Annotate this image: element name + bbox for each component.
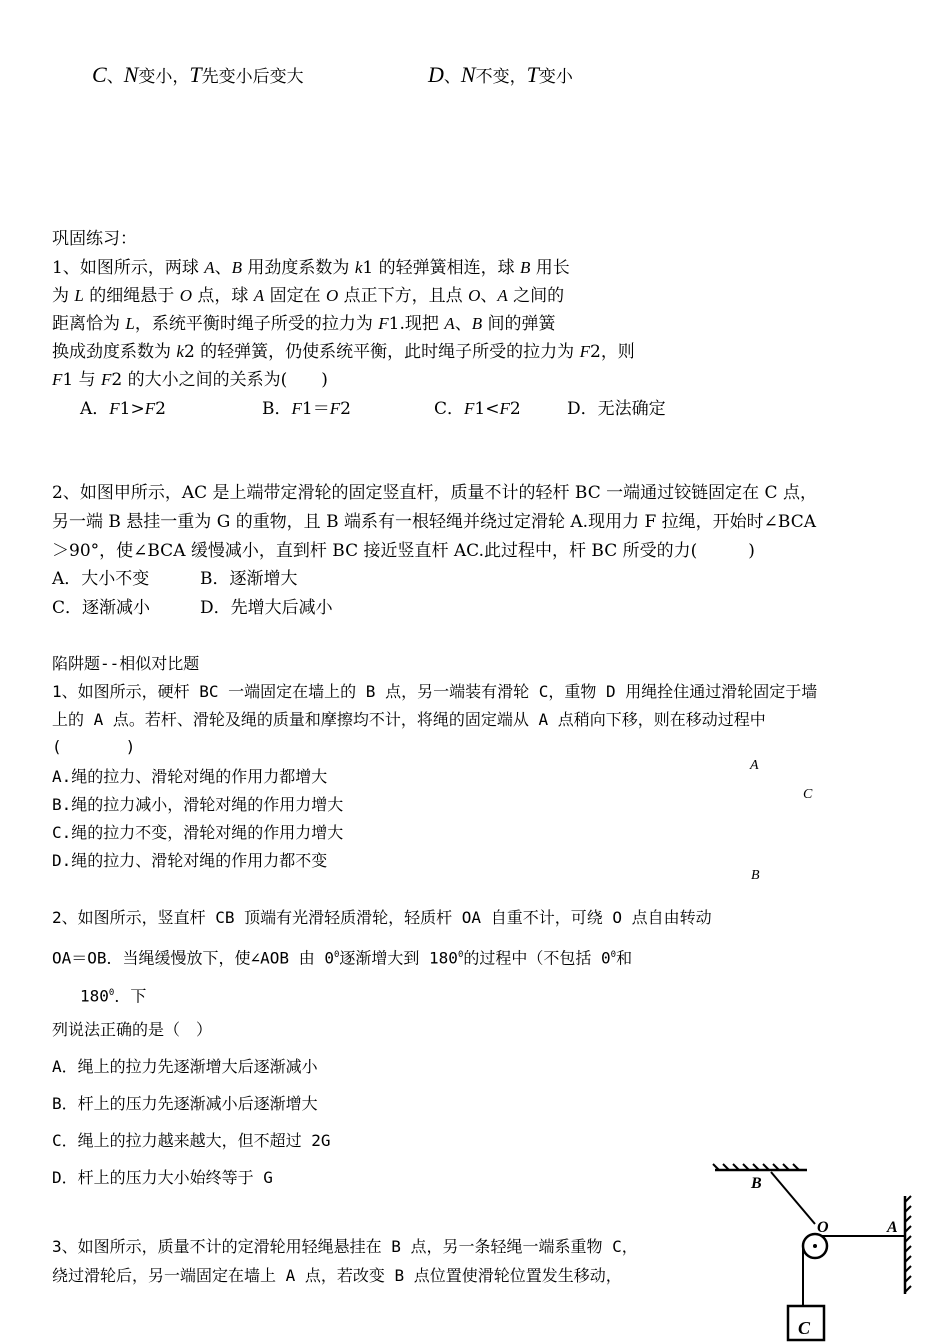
trap-q2-line3 (80, 982, 146, 1007)
text: B． (262, 399, 292, 419)
trap-q1-option-a: A.绳的拉力、滑轮对绳的作用力都增大 (52, 767, 328, 786)
var-n: N (460, 62, 476, 87)
q1-line5 (52, 369, 328, 391)
text: ，则 (600, 342, 635, 362)
trap-q2-line4: 列说法正确的是（ ） (52, 1020, 213, 1039)
text: 、 (454, 314, 472, 334)
text: 的细绳悬于 (83, 286, 180, 306)
separator: 、 (443, 67, 461, 87)
text: 逐渐增大到 180 (339, 948, 458, 968)
trap-q2-option-b: B．杆上的压力先逐渐减小后逐渐增大 (52, 1094, 318, 1113)
trap-q1-option-d: D.绳的拉力、滑轮对绳的作用力都不变 (52, 851, 328, 870)
q1-line1 (52, 257, 570, 279)
q1-line4 (52, 341, 635, 363)
text: 的过程中（不包括 0 (463, 948, 611, 968)
var: O (179, 286, 192, 305)
degree: 0 (108, 988, 115, 998)
var: F (464, 399, 475, 418)
q2-line2: 另一端 B 悬挂一重为 G 的重物，且 B 端系有一根轻绳并绕过定滑轮 A.现用力 F 拉绳，开始时∠BCA (52, 512, 817, 532)
option-letter: D (428, 62, 444, 87)
rope-ob (771, 1172, 815, 1224)
text: 2 (183, 342, 195, 362)
var: A (204, 258, 215, 277)
var: F (499, 399, 510, 418)
var: F (579, 342, 590, 361)
text: 点，球 (191, 286, 254, 306)
trap-q2-option-c: C．绳上的拉力越来越大，但不超过 2G (52, 1131, 331, 1150)
text: 1 (362, 258, 374, 278)
var: O (468, 286, 481, 305)
var: B (471, 314, 483, 333)
text: 1 (388, 314, 400, 334)
trap-q2-line1: 2、如图所示，竖直杆 CB 顶端有光滑轻质滑轮，轻质杆 OA 自重不计，可绕 O 点自由转动 (52, 908, 712, 927)
text: OA＝OB．当绳缓慢放下，使∠AOB 由 0 (52, 948, 334, 968)
var: F (52, 370, 63, 389)
q1-option-c (434, 398, 521, 420)
trap-q1-line3: ( ) (52, 737, 136, 756)
text: 和 (616, 948, 633, 968)
text: 用劲度系数为 (242, 258, 355, 278)
var: k (354, 258, 363, 277)
figure-label-b: B (751, 868, 760, 883)
option-c-line (92, 64, 304, 88)
section-heading: 巩固练习： (52, 229, 137, 249)
text: 间的弹簧 (482, 314, 556, 334)
text: 1> (119, 399, 145, 419)
text: 、 (214, 258, 232, 278)
var: A (497, 286, 508, 305)
var-t: T (526, 62, 539, 87)
text: 换成劲度系数为 (52, 342, 177, 362)
wall (905, 1196, 911, 1294)
text: 2 (589, 342, 601, 362)
section-heading: 陷阱题--相似对比题 (52, 654, 200, 673)
degree: 0 (457, 950, 464, 960)
trap-q3-line1: 3、如图所示，质量不计的定滑轮用轻绳悬挂在 B 点，另一条轻绳一端系重物 C， (52, 1237, 638, 1256)
text: 距离恰为 (52, 314, 126, 334)
label-o: O (817, 1219, 829, 1236)
text: 变小 (538, 67, 573, 87)
text: 180 (80, 986, 109, 1006)
var: B (231, 258, 243, 277)
text: 点正下方，且点 (338, 286, 469, 306)
option-letter: C (92, 62, 107, 87)
degree: 0 (610, 950, 617, 960)
var: F (144, 399, 156, 418)
var: F (329, 399, 341, 418)
trap-q1-line2: 上的 A 点。若杆、滑轮及绳的质量和摩擦均不计，将绳的固定端从 A 点稍向下移，则在移动过程中 (52, 710, 766, 729)
text: 之间的 (507, 286, 565, 306)
text: 1< (474, 399, 500, 419)
q2-option-c: C．逐渐减小 (52, 598, 151, 618)
text: ，系统平衡时绳子所受的拉力为 (134, 314, 379, 334)
var: F (101, 370, 112, 389)
label-c: C (798, 1318, 811, 1338)
text: 1 (62, 370, 74, 390)
trap-q1-line1: 1、如图所示，硬杆 BC 一端固定在墙上的 B 点，另一端装有滑轮 C，重物 D 用绳拴住通过滑轮固定于墙 (52, 682, 818, 701)
var: F (378, 314, 389, 333)
q1-option-d: D．无法确定 (567, 399, 666, 419)
q1-option-a (80, 398, 166, 420)
var-n: N (123, 62, 139, 87)
text: 1＝ (301, 399, 330, 419)
text: 的轻弹簧，仍使系统平衡，此时绳子所受的拉力为 (194, 342, 580, 362)
var: L (125, 314, 135, 333)
var: L (74, 286, 84, 305)
text: A． (80, 399, 110, 419)
var: k (176, 342, 184, 361)
degree: 0 (333, 950, 340, 960)
text: .现把 (399, 314, 445, 334)
separator: 、 (106, 67, 124, 87)
text: 与 (73, 370, 102, 390)
trap-q3-line2: 绕过滑轮后，另一端固定在墙上 A 点，若改变 B 点位置使滑轮位置发生移动， (52, 1266, 622, 1285)
q2-line3: ＞90°，使∠BCA 缓慢减小，直到杆 BC 接近竖直杆 AC.此过程中，杆 BC 所受的力( ) (52, 541, 755, 561)
figure-label-a: A (750, 758, 759, 773)
ceiling (713, 1164, 807, 1170)
q2-option-a: A．大小不变 (52, 569, 150, 589)
text: 2 (111, 370, 123, 390)
pulley-axle (813, 1244, 817, 1248)
trap-q2-option-a: A．绳上的拉力先逐渐增大后逐渐减小 (52, 1057, 318, 1076)
q2-option-d: D．先增大后减小 (200, 598, 333, 618)
var: O (325, 286, 339, 305)
label-b: B (751, 1175, 762, 1192)
var: A (444, 314, 455, 333)
var: F (291, 399, 302, 418)
q1-line3 (52, 313, 556, 335)
text: 2 (509, 399, 521, 419)
text: 变小， (138, 67, 190, 87)
pulley-diagram (705, 1160, 935, 1343)
option-d-line (428, 64, 573, 88)
trap-q1-option-c: C.绳的拉力不变，滑轮对绳的作用力增大 (52, 823, 344, 842)
var: A (253, 286, 265, 305)
var-t: T (189, 62, 202, 87)
text: 1、如图所示，两球 (52, 258, 205, 278)
q1-line2 (52, 285, 564, 307)
trap-q2-option-d: D．杆上的压力大小始终等于 G (52, 1168, 273, 1187)
text: 的轻弹簧相连，球 (373, 258, 521, 278)
q2-line1: 2、如图甲所示，AC 是上端带定滑轮的固定竖直杆，质量不计的轻杆 BC 一端通过铰链固定在 C 点， (52, 483, 817, 503)
text: C． (434, 399, 465, 419)
text: 不变， (475, 67, 527, 87)
var: F (109, 399, 120, 418)
var: B (520, 258, 531, 277)
label-a: A (887, 1219, 898, 1236)
text: 的大小之间的关系为( ) (122, 370, 328, 390)
figure-label-c: C (803, 787, 813, 802)
text: 固定在 (264, 286, 326, 306)
text: 2 (155, 399, 166, 419)
text: 先变小后变大 (201, 67, 304, 87)
trap-q1-option-b: B.绳的拉力减小，滑轮对绳的作用力增大 (52, 795, 344, 814)
text: 用长 (530, 258, 570, 278)
q2-option-b: B．逐渐增大 (200, 569, 298, 589)
text: 2 (340, 399, 351, 419)
trap-q2-line2 (52, 944, 632, 969)
text: 、 (480, 286, 498, 306)
text: ．下 (114, 986, 147, 1006)
text: 为 (52, 286, 75, 306)
q1-option-b (262, 398, 351, 420)
